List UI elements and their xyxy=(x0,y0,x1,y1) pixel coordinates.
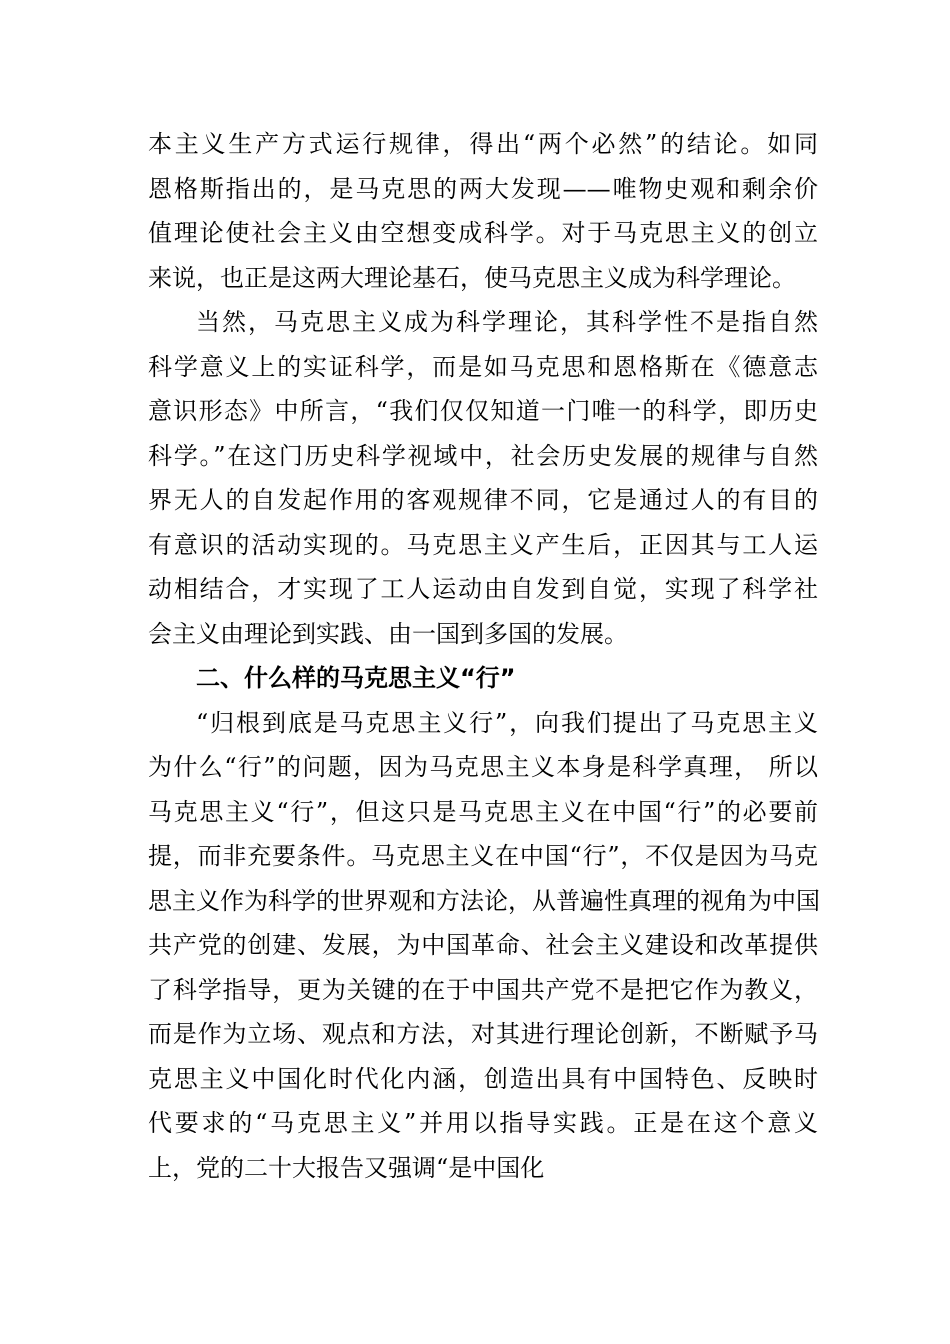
text-line: 为什么“行”的问题，因为马克思主义本身是科学真理， 所以 xyxy=(148,753,818,781)
text-line: 代要求的“马克思主义”并用以指导实践。正是在这个意义 xyxy=(148,1109,818,1137)
text-line: 来说，也正是这两大理论基石，使马克思主义成为科学理论。 xyxy=(148,263,796,292)
text-line: 值理论使社会主义由空想变成科学。对于马克思主义的创立 xyxy=(148,219,818,247)
text-line: 科学意义上的实证科学，而是如马克思和恩格斯在《德意志 xyxy=(148,352,818,381)
text-line: 会主义由理论到实践、由一国到多国的发展。 xyxy=(148,619,628,648)
document-body xyxy=(148,122,818,1190)
text-line: 有意识的活动实现的。马克思主义产生后，正因其与工人运 xyxy=(148,530,818,559)
text-line: 共产党的创建、发展，为中国革命、社会主义建设和改革提供 xyxy=(148,931,818,959)
text-line: 上，党的二十大报告又强调“是中国化 xyxy=(148,1153,545,1182)
text-line: 了科学指导，更为关键的在于中国共产党不是把它作为教义， xyxy=(148,975,818,1004)
text-line: 提，而非充要条件。马克思主义在中国“行”，不仅是因为马克 xyxy=(148,842,818,870)
section-heading: 二、什么样的马克思主义“行” xyxy=(196,664,516,692)
text-line: “归根到底是马克思主义行”，向我们提出了马克思主义 xyxy=(196,708,818,737)
text-line: 克思主义中国化时代化内涵，创造出具有中国特色、反映时 xyxy=(148,1064,818,1093)
text-line: 思主义作为科学的世界观和方法论，从普遍性真理的视角为中国 xyxy=(148,886,820,915)
paragraph-1 xyxy=(148,122,818,300)
text-line: 本主义生产方式运行规律，得出“两个必然”的结论。如同 xyxy=(148,130,818,158)
paragraph-3 xyxy=(148,701,818,1191)
text-line: 动相结合，才实现了工人运动由自发到自觉，实现了科学社 xyxy=(148,575,818,603)
paragraph-2 xyxy=(148,300,818,656)
text-line: 界无人的自发起作用的客观规律不同，它是通过人的有目的 xyxy=(148,486,818,514)
text-line: 意识形态》中所言，“我们仅仅知道一门唯一的科学，即历史 xyxy=(148,397,818,425)
text-line: 恩格斯指出的，是马克思的两大发现——唯物史观和剩余价 xyxy=(148,174,818,203)
text-line: 而是作为立场、观点和方法，对其进行理论创新，不断赋予马 xyxy=(148,1020,818,1048)
text-line: 科学。”在这门历史科学视域中，社会历史发展的规律与自然 xyxy=(148,441,818,470)
text-line: 当然，马克思主义成为科学理论，其科学性不是指自然 xyxy=(196,308,818,336)
text-line: 马克思主义“行”，但这只是马克思主义在中国“行”的必要前 xyxy=(148,797,818,826)
